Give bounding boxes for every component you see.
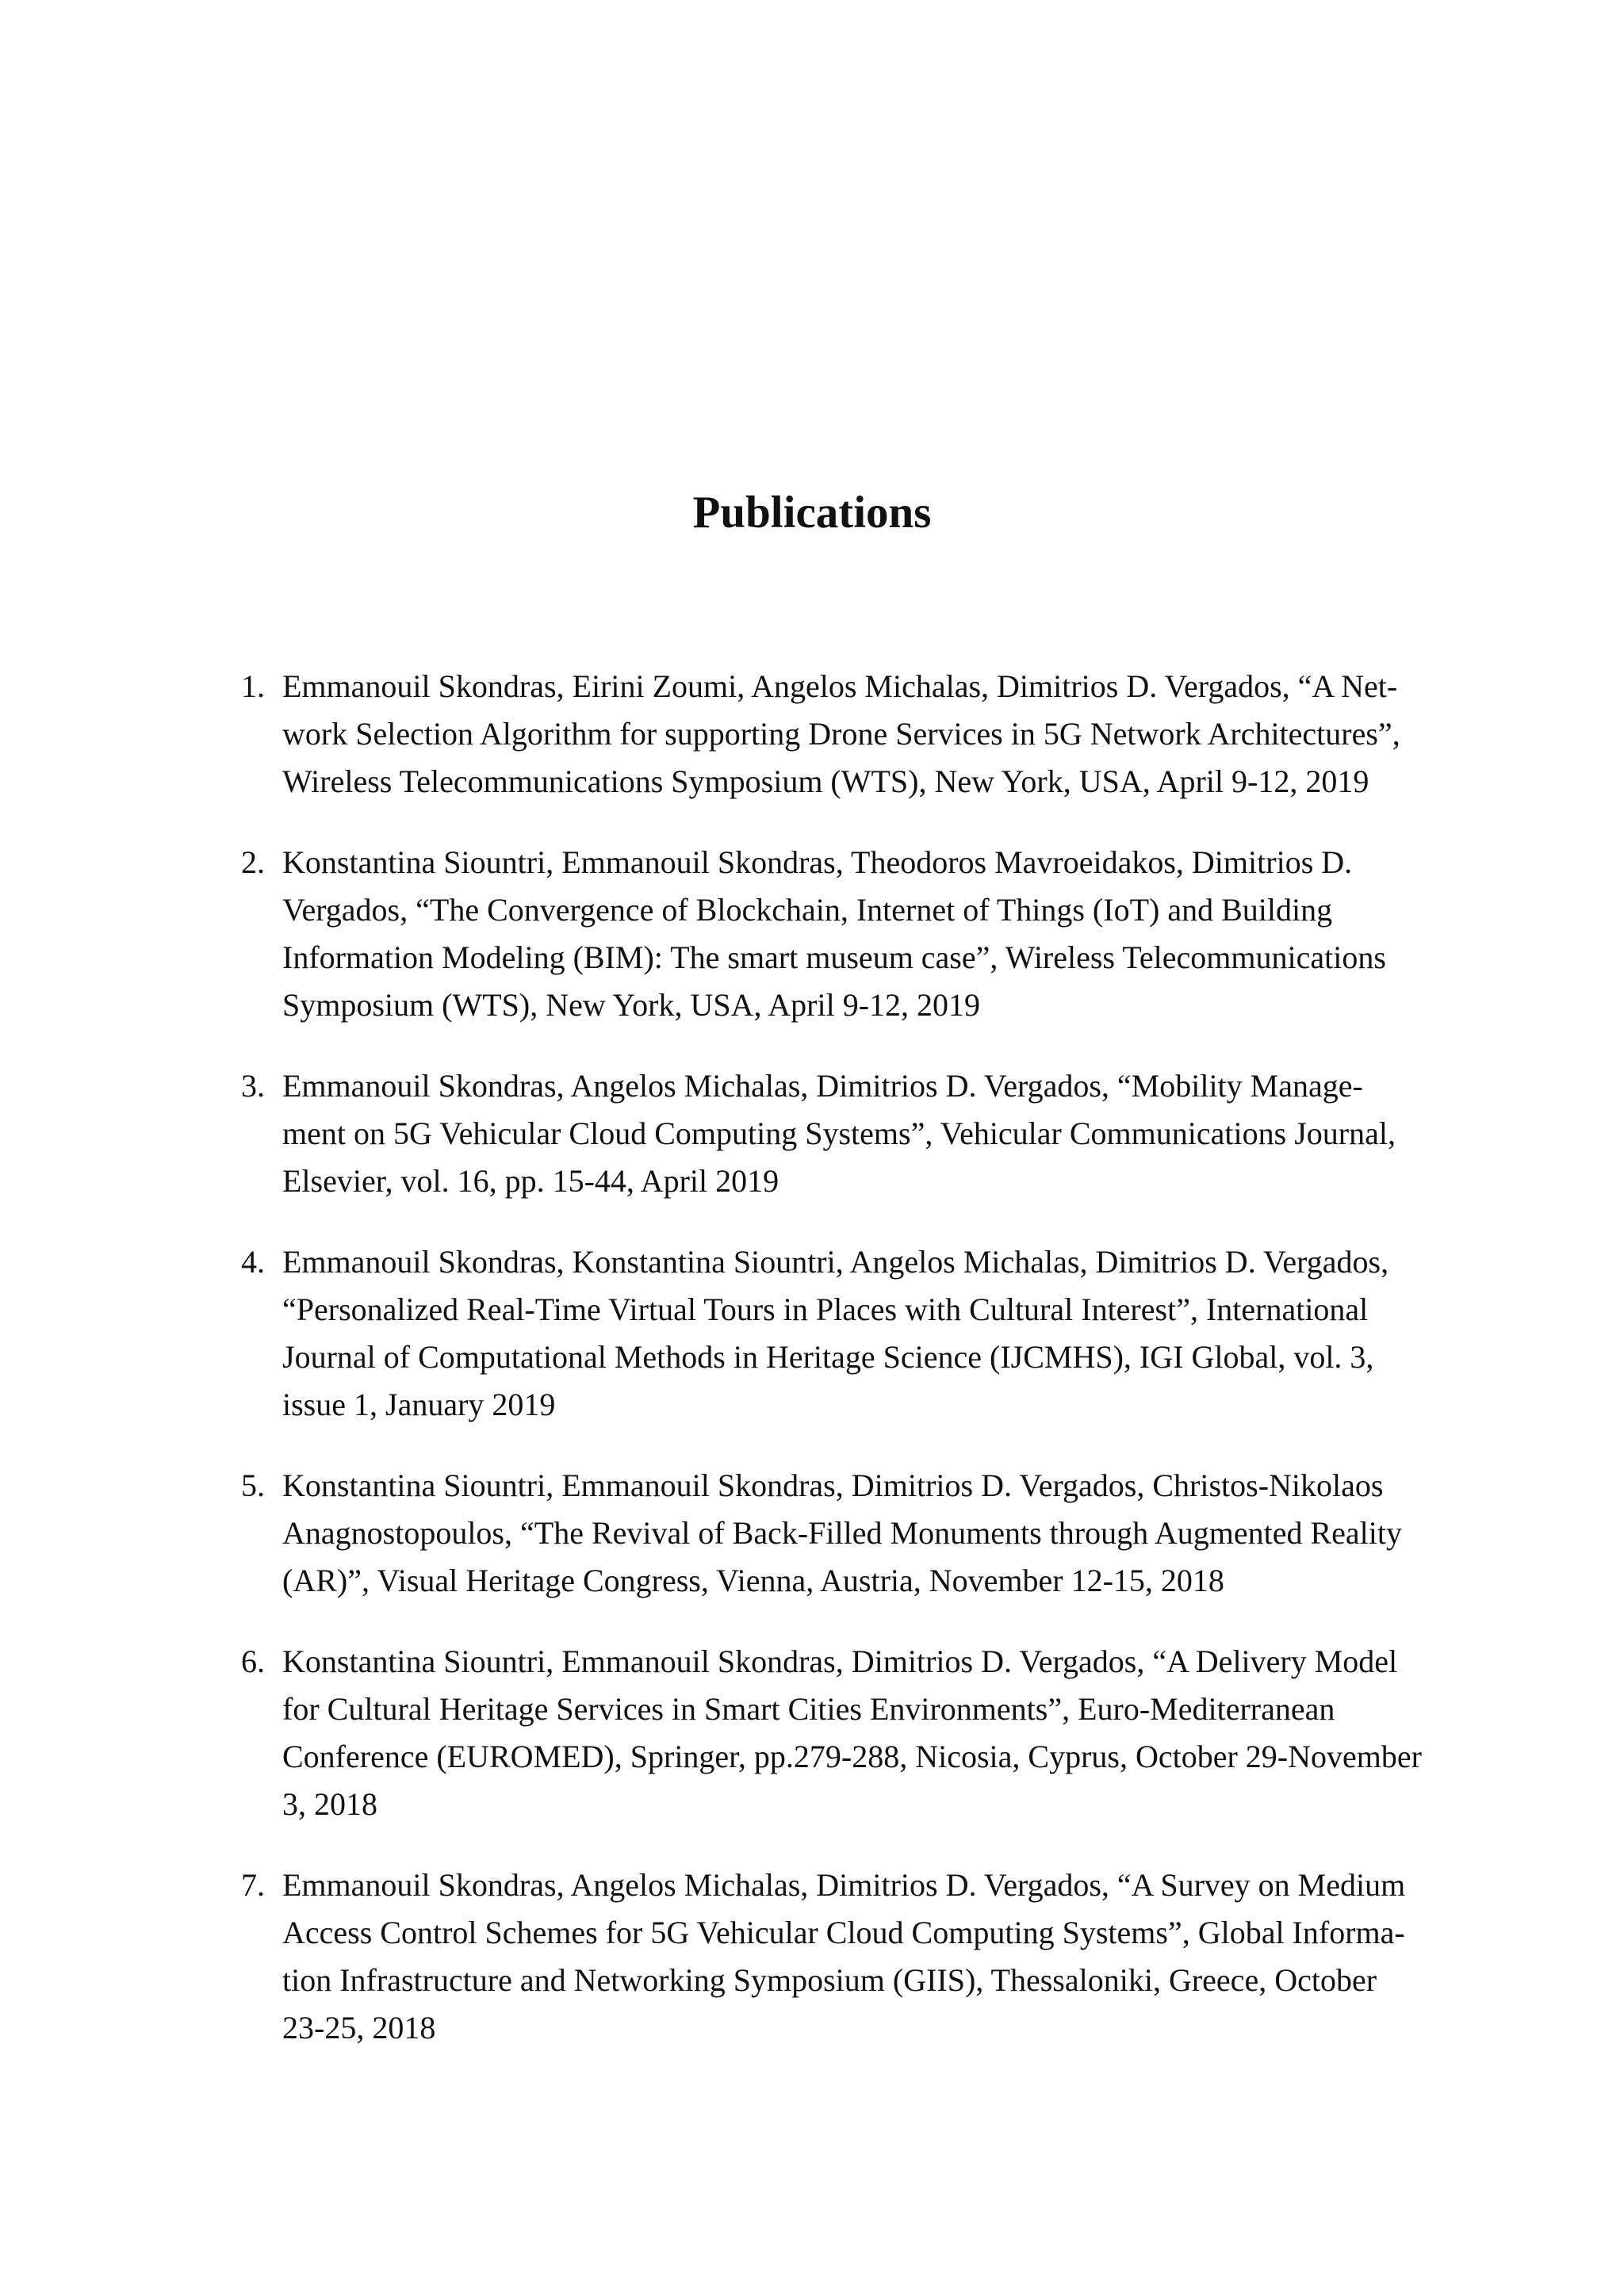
publication-citation: Emmanouil Skondras, Eirini Zoumi, Angelos Michalas, Dimitrios D. Vergados, “A Net- work Selection Algorithm for supporting Drone Services in 5G Network Architectures”, Wireless Telecommunications Symposium (WTS), New York, USA, April 9-12, 2019	[282, 668, 1400, 799]
publication-item	[241, 1062, 1431, 1205]
publication-citation: Emmanouil Skondras, Angelos Michalas, Dimitrios D. Vergados, “Mobility Manage- ment on 5G Vehicular Cloud Computing Systems”, Vehicular Communications Journal, Elsevier, vol. 16, pp. 15-44, April 2019	[282, 1068, 1396, 1199]
publication-citation: Konstantina Siountri, Emmanouil Skondras, Dimitrios D. Vergados, Christos-Nikolaos Anagnostopoulos, “The Revival of Back-Filled Monuments through Augmented Reality (AR)”, Visual Heritage Congress, Vienna, Austria, November 12-15, 2018	[282, 1468, 1403, 1598]
page-title: Publications	[692, 488, 932, 538]
publication-number: 1.	[241, 668, 265, 704]
publication-item	[241, 1462, 1431, 1605]
publication-number: 4.	[241, 1244, 265, 1280]
publication-item	[241, 839, 1431, 1029]
publication-number: 5.	[241, 1468, 265, 1503]
publication-item	[241, 1238, 1431, 1429]
publication-list	[241, 663, 1431, 2085]
publication-number: 2.	[241, 844, 265, 880]
publication-item	[241, 1862, 1431, 2052]
publication-number: 3.	[241, 1068, 265, 1104]
publication-citation: Konstantina Siountri, Emmanouil Skondras, Theodoros Mavroeidakos, Dimitrios D. Vergados, “The Convergence of Blockchain, Internet of Things (IoT) and Building Information Modeling (BIM): The smart museum case”, Wireless Telecommunications Symposium (WTS), New York, USA, April 9-12, 2019	[282, 844, 1386, 1023]
publication-number: 7.	[241, 1867, 265, 1903]
publication-item	[241, 1638, 1431, 1828]
publication-citation: Konstantina Siountri, Emmanouil Skondras, Dimitrios D. Vergados, “A Delivery Model for Cultural Heritage Services in Smart Cities Environments”, Euro-Mediterranean Conference (EUROMED), Springer, pp.279-288, Nicosia, Cyprus, October 29-November 3, 2018	[282, 1644, 1422, 1822]
publication-number: 6.	[241, 1644, 265, 1679]
publication-item	[241, 663, 1431, 806]
publication-citation: Emmanouil Skondras, Konstantina Siountri, Angelos Michalas, Dimitrios D. Vergados, “Personalized Real-Time Virtual Tours in Places with Cultural Interest”, International Journal of Computational Methods in Heritage Science (IJCMHS), IGI Global, vol. 3, issue 1, January 2019	[282, 1244, 1389, 1422]
publication-citation: Emmanouil Skondras, Angelos Michalas, Dimitrios D. Vergados, “A Survey on Medium Access Control Schemes for 5G Vehicular Cloud Computing Systems”, Global Informa- tion Infrastructure and Networking Symposium (GIIS), Thessaloniki, Greece, October 23-25, 2018	[282, 1867, 1406, 2045]
